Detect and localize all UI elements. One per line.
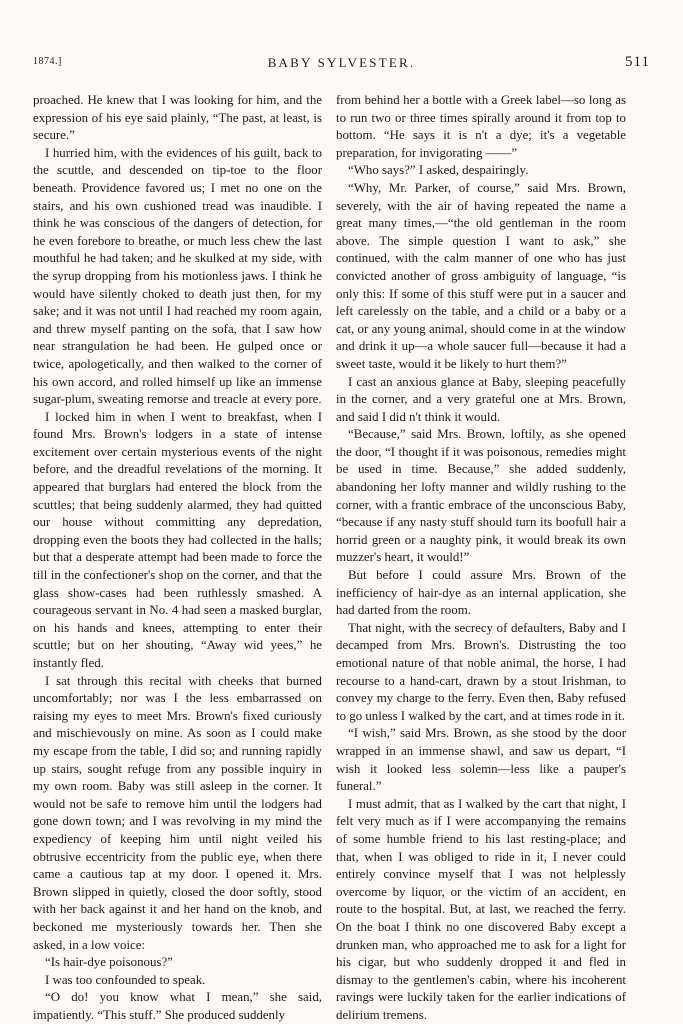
paragraph: “Why, Mr. Parker, of course,” said Mrs. Brown, severely, with the air of having repeated the name a great many times,—“the old gentleman in the room above. The simple question I want to ask,” she continued, with the calm manner of one who has just convicted another of gross ambiguity of language, “is only this: If some of this stuff were put in a saucer and left carelessly on the table, and a child or a baby or a cat, or any young animal, should come in at the window and drink it up—a whole saucer full—because it had a sweet taste, would it be likely to hurt them?” [336,180,626,371]
paragraph: I must admit, that as I walked by the cart that night, I felt very much as if I were accompanying the remains of some humble friend to his last resting-place; and that, when I was obliged to ride in it, I never could entirely convince myself that I was not helplessly overcome by liquor, or the victim of an accident, en route to the hospital. But, at last, we reached the ferry. On the boat I think no one discovered Baby except a drunken man, who approached me to ask for a light for his cigar, but who suddenly dropped it and fled in dismay to the gentlemen's cabin, where his incoherent ravings were luckily taken for the earlier indications of delirium tremens. [336,796,626,1022]
paragraph: “Who says?” I asked, despairingly. [348,163,529,178]
paragraph: “O do! you know what I mean,” she said, impatiently. “This stuff.” She produced suddenly [33,990,322,1022]
left-column [33,92,322,1024]
right-column [336,92,626,1024]
paragraph: But before I could assure Mrs. Brown of the inefficiency of hair-dye as an internal application, she had darted from the room. [336,568,626,618]
running-head-title: BABY SYLVESTER. [267,55,416,70]
paragraph: I sat through this recital with cheeks that burned uncomfortably; nor was I the less embarrassed on raising my eyes to meet Mrs. Brown's fixed curiously and mischievously on mine. As soon as I could make my escape from the table, I did so; and running rapidly up stairs, sought refuge from any possible inquiry in my own room. Baby was still asleep in the corner. It would not be safe to remove him until the lodgers had gone down town; and I was revolving in my mind the expediency of keeping him until night veiled his obtrusive eccentricity from the public eye, when there came a cautious tap at my door. I opened it. Mrs. Brown slipped in quietly, closed the door softly, stood with her back against it and her hand on the knob, and beckoned me mysteriously towards her. Then she asked, in a low voice: [33,673,322,952]
page-number: 511 [625,54,650,70]
paragraph: proached. He knew that I was looking for him, and the expression of his eye said plainly, “The past, at least, is secure.” [33,93,322,143]
paragraph: I was too confounded to speak. [45,972,206,987]
paragraph: I hurried him, with the evidences of his guilt, back to the scuttle, and descended on tip-toe to the floor beneath. Providence favored us; I met no one on the stairs, and his own cushioned tread was inaudible. I think he was conscious of the dangers of detection, for he even forebore to breathe, or much less chew the last mouthful he had taken; and he skulked at my side, with the syrup dropping from his motionless jaws. I think he would have silently choked to death just then, for my sake; and it was not until I had reached my room again, and threw myself panting on the sofa, that I saw how near strangulation he had been. He gulped once or twice, apologetically, and then walked to the corner of his own accord, and rolled himself up like an immense sugar-plum, sweating remorse and treacle at every pore. [33,145,322,407]
paragraph: “Because,” said Mrs. Brown, loftily, as she opened the door, “I thought if it was poisonous, remedies might be used in time. Because,” she added suddenly, abandoning her lofty manner and wildly rushing to the corner, with a frantic embrace of the unconscious Baby, “because if any nasty stuff should turn its boofull hair a horrid green or a naughty pink, it would break its own muzzer's heart, it would!” [336,427,626,565]
paragraph: I locked him in when I went to breakfast, when I found Mrs. Brown's lodgers in a state of intense excitement over certain mysterious events of the night before, and the dreadful revelations of the morning. It appeared that burglars had entered the block from the scuttles; that being suddenly alarmed, they had quitted our house without committing any depredation, dropping even the boots they had collected in the halls; but that a desperate attempt had been made to force the till in the confectioner's shop on the corner, and that the glass show-cases had been ruthlessly smashed. A courageous servant in No. 4 had seen a masked burglar, on his hands and knees, attempting to enter their scuttle; but on her shouting, “Away wid yees,” he instantly fled. [33,409,322,670]
paragraph: “I wish,” said Mrs. Brown, as she stood by the door wrapped in an immense shawl, and saw us depart, “I wish it looked less solemn—less like a pauper's funeral.” [336,726,626,794]
paragraph: “Is hair-dye poisonous?” [45,955,173,970]
paragraph: I cast an anxious glance at Baby, sleeping peacefully in the corner, and a very grateful one at Mrs. Brown, and said I did n't think it would. [336,374,626,424]
paragraph: That night, with the secrecy of defaulters, Baby and I decamped from Mrs. Brown's. Distrusting the too emotional nature of that noble animal, the horse, I had recourse to a hand-cart, drawn by a stout Irishman, to convey my charge to the ferry. Even then, Baby refused to go unless I walked by the cart, and at times rode in it. [336,620,626,723]
paragraph: from behind her a bottle with a Greek label—so long as to run two or three times spirally around it from top to bottom. “He says it is n't a dye; it's a vegetable preparation, for invigorating ——” [336,93,626,160]
page-header [0,0,683,70]
running-head-year: 1874.] [33,56,62,67]
